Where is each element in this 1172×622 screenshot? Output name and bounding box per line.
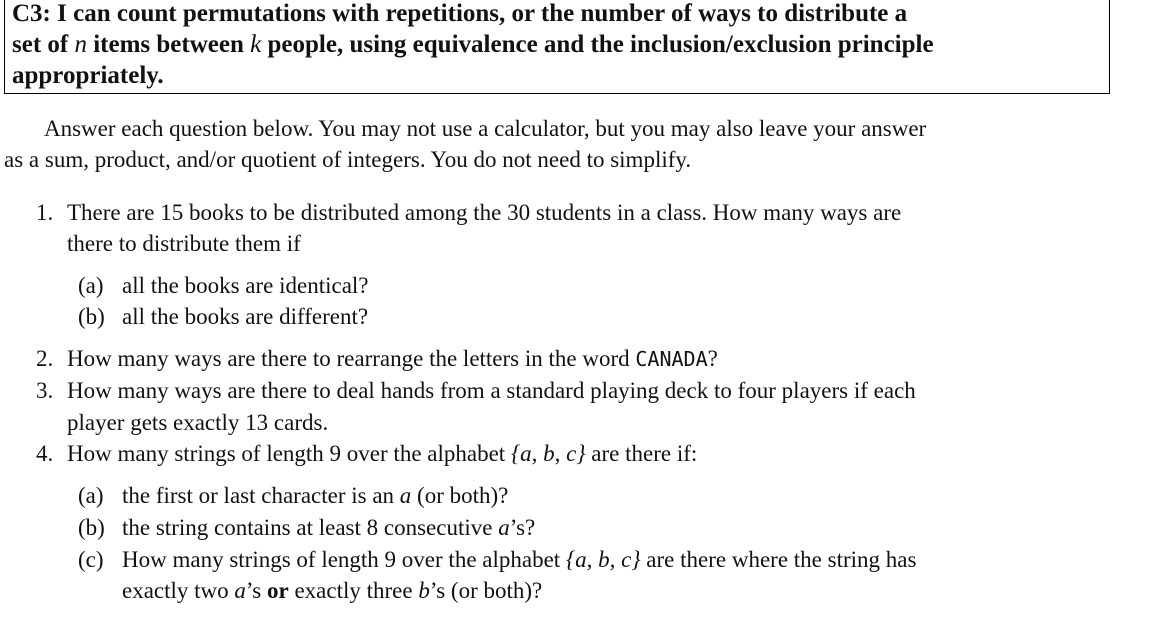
math-a: a: [234, 578, 246, 603]
question-number: 2.: [36, 346, 54, 371]
q4c-line-2: [122, 575, 542, 606]
math-n: n: [74, 31, 87, 58]
q4a-label: (a): [78, 483, 104, 508]
question-number: 3.: [36, 378, 54, 403]
q4c-label: (c): [78, 547, 104, 572]
math-a: a: [498, 515, 510, 540]
q4a-pre: the first or last character is an: [122, 483, 395, 508]
objective-text: set of: [12, 31, 69, 58]
objective-line-3: appropriately.: [12, 62, 164, 89]
math-k: k: [250, 31, 262, 58]
q4-alphabet: {a, b, c}: [510, 441, 586, 466]
q4b-label: (b): [78, 515, 105, 540]
q1a-label: (a): [78, 273, 104, 298]
q2-word: CANADA: [635, 347, 708, 371]
q4-line: [67, 438, 697, 469]
q4c-text: ’s: [245, 578, 262, 603]
math-b: b: [418, 578, 430, 603]
q4b-post: ’s?: [509, 515, 536, 540]
objective-text: items between: [93, 31, 244, 58]
q4c-text: exactly three: [294, 578, 413, 603]
q4c-line-1: [122, 544, 916, 575]
q2-line: [67, 343, 718, 375]
objective-line-1: C3: I can count permutations with repetitions, or the number of ways to distribute a: [12, 0, 908, 27]
q4b-pre: the string contains at least 8 consecutive: [122, 515, 493, 540]
q4a-post: (or both)?: [417, 483, 509, 508]
q4c-alphabet: {a, b, c}: [565, 547, 641, 572]
question-number: 4.: [36, 441, 54, 466]
q3-line-2: player gets exactly 13 cards.: [67, 410, 329, 435]
q4-text: How many strings of length 9 over the alphabet: [67, 441, 506, 466]
math-a: a: [399, 483, 412, 508]
q4c-post: are there where the string has: [646, 547, 917, 572]
q4c-text: exactly two: [122, 578, 229, 603]
q4c-pre: How many strings of length 9 over the alphabet: [122, 547, 561, 572]
objective-text: people, using equivalence and the inclusion/exclusion principle: [267, 31, 934, 58]
q4c-or-bold: or: [267, 578, 289, 603]
q1-line-1: There are 15 books to be distributed among the 30 students in a class. How many ways are: [67, 200, 902, 225]
q2-text: How many ways are there to rearrange the letters in the word: [67, 346, 630, 371]
q4-end: are there if:: [591, 441, 698, 466]
q4a-text: [122, 480, 508, 511]
instructions-line-2: as a sum, product, and/or quotient of integers. You do not need to simplify.: [4, 147, 692, 172]
q2-end: ?: [707, 346, 718, 371]
q1b-text: all the books are different?: [122, 304, 369, 329]
q4b-text: [122, 512, 535, 543]
q4c-text: ’s (or both)?: [429, 578, 543, 603]
question-number: 1.: [36, 200, 54, 225]
q3-line-1: How many ways are there to deal hands from a standard playing deck to four players if each: [67, 378, 916, 403]
q1b-label: (b): [78, 304, 105, 329]
q1a-text: all the books are identical?: [122, 273, 369, 298]
objective-box: [4, 0, 1110, 94]
instructions-line-1: Answer each question below. You may not use a calculator, but you may also leave your answer: [44, 116, 927, 141]
objective-line-2: [12, 29, 934, 60]
q1-line-2: there to distribute them if: [67, 231, 301, 256]
